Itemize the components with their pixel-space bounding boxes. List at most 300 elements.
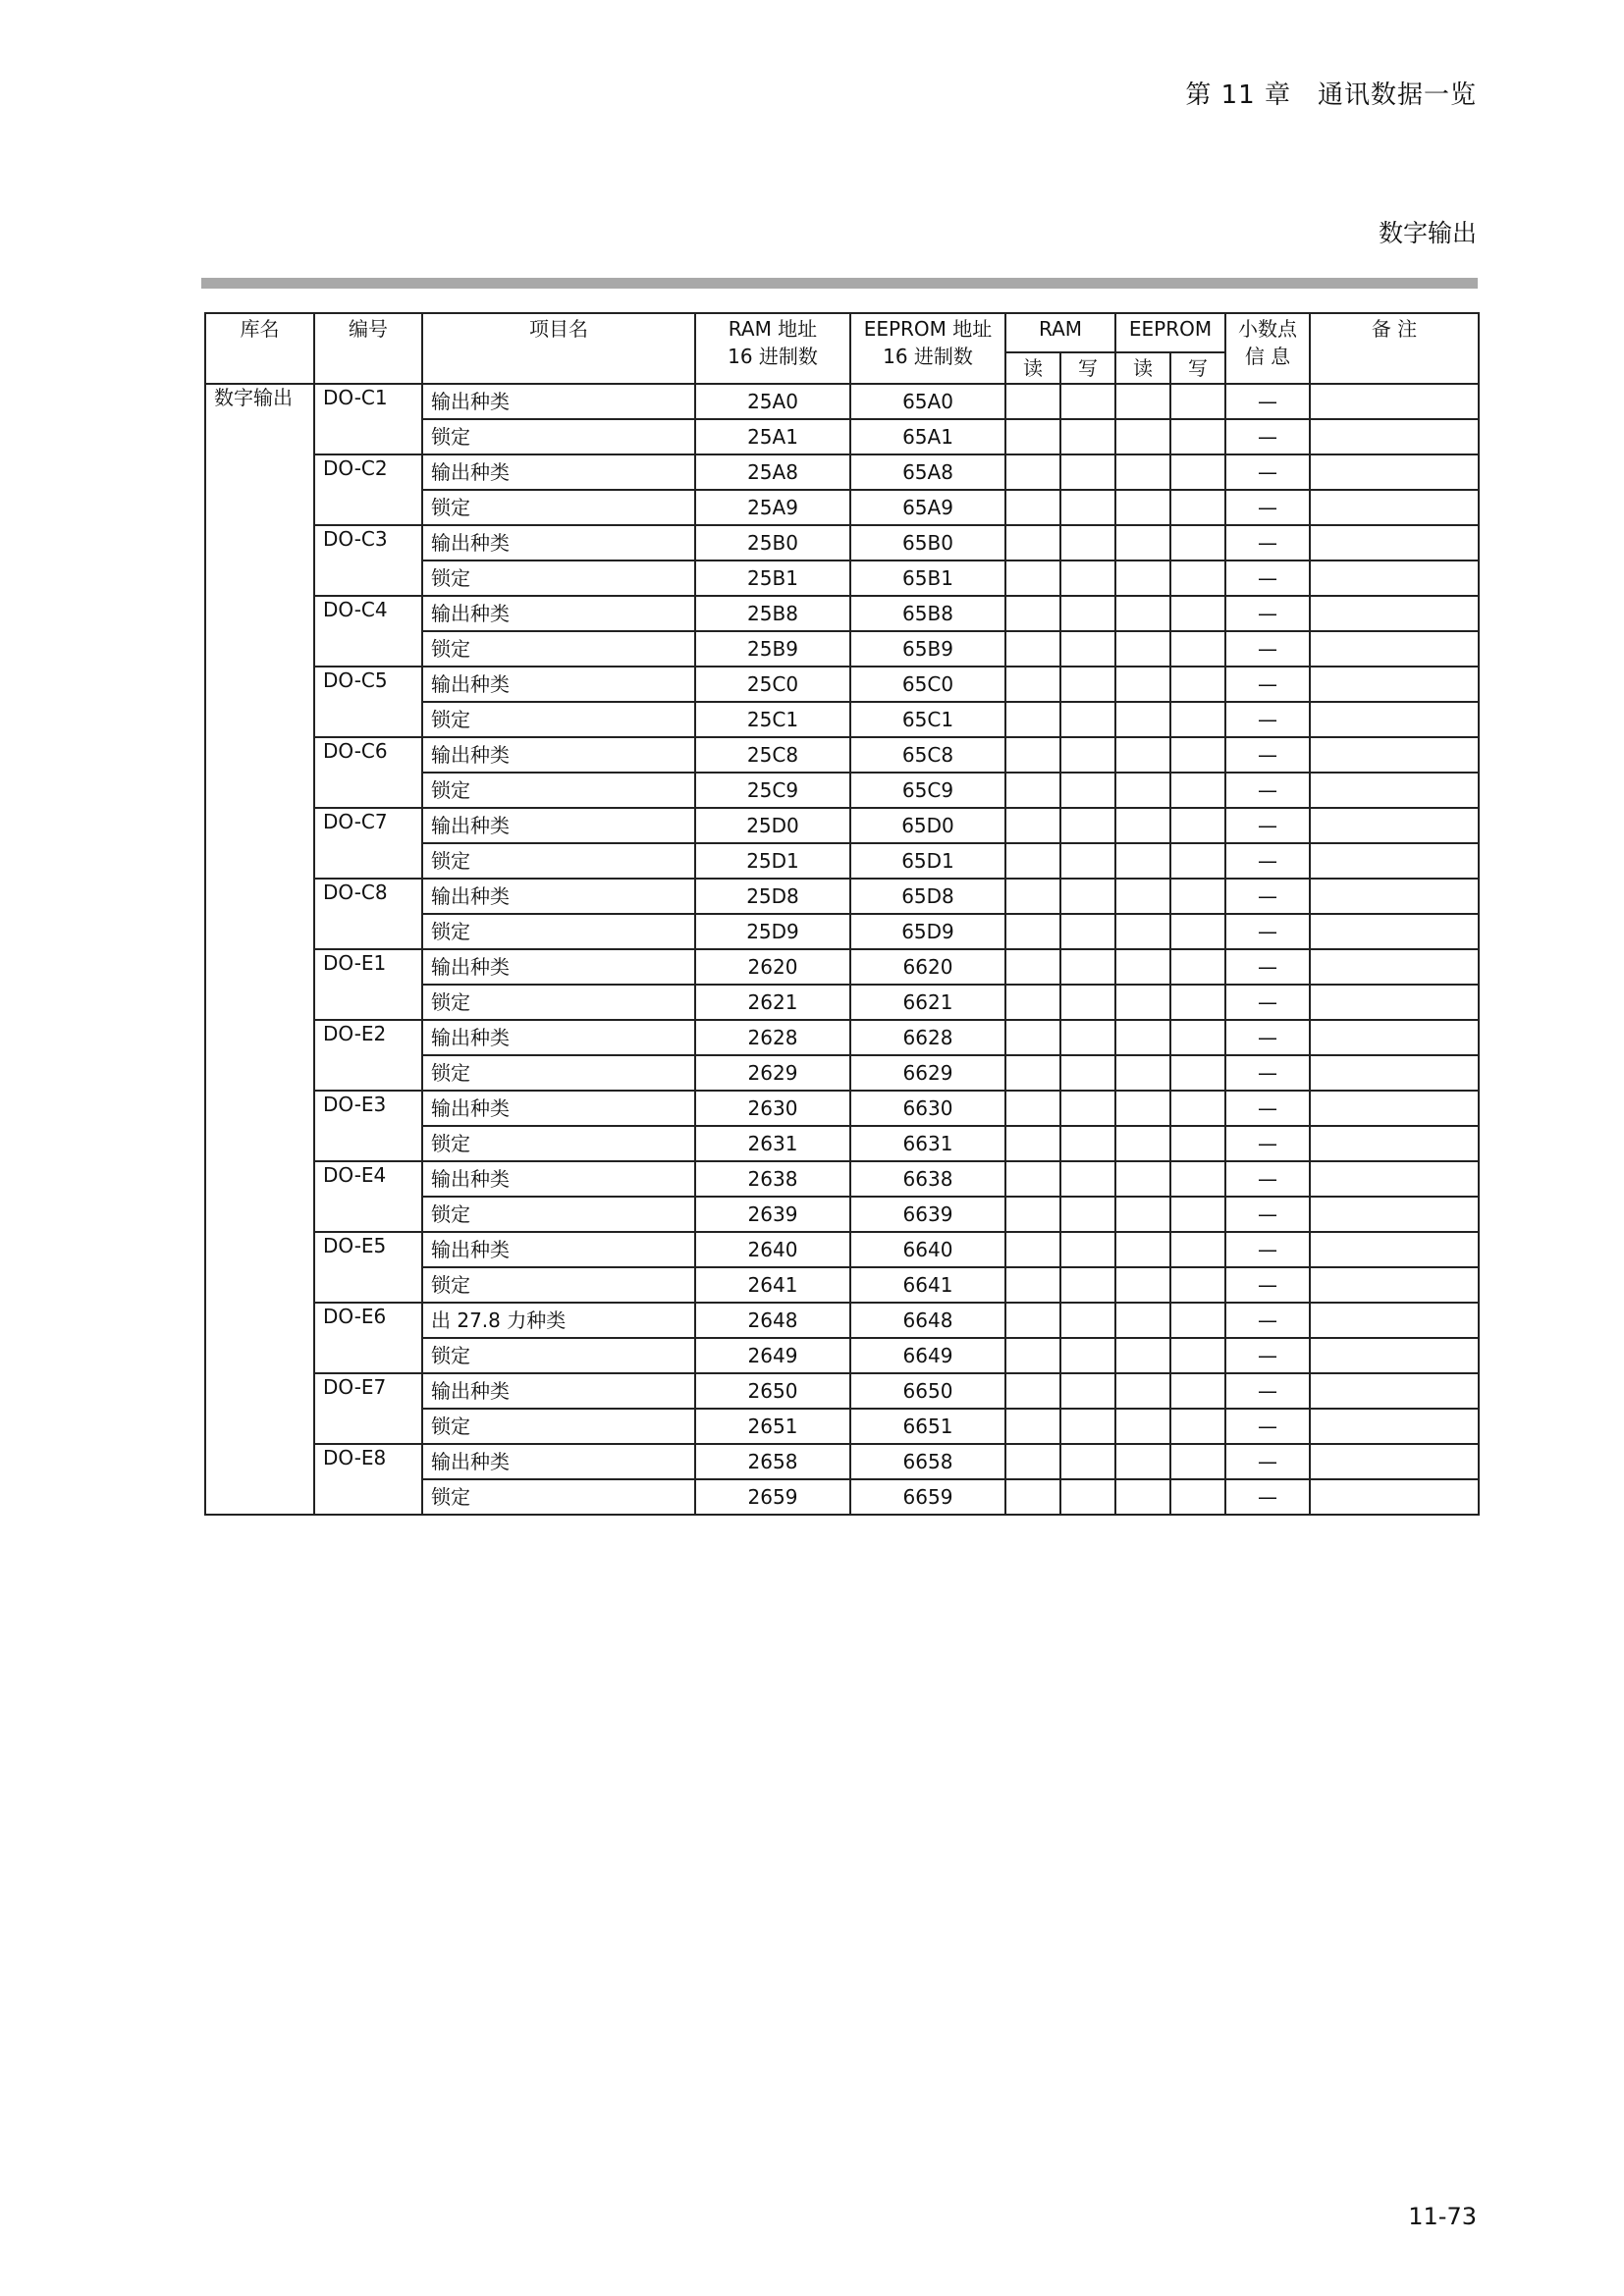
eeprom-address-cell: 65B8 xyxy=(850,596,1005,631)
eeprom-write-cell xyxy=(1170,1338,1225,1373)
remarks-cell xyxy=(1310,1161,1479,1197)
header-number: 编号 xyxy=(314,313,422,384)
eeprom-write-cell xyxy=(1170,1444,1225,1479)
ram-write-cell xyxy=(1060,773,1115,808)
decimal-info-cell: — xyxy=(1225,808,1310,843)
ram-write-cell xyxy=(1060,596,1115,631)
ram-address-cell: 2620 xyxy=(695,949,850,985)
header-decimal-info xyxy=(1225,313,1310,384)
eeprom-write-cell xyxy=(1170,1479,1225,1515)
ram-address-cell: 2641 xyxy=(695,1267,850,1303)
decimal-info-cell: — xyxy=(1225,631,1310,667)
header-ram-write: 写 xyxy=(1060,352,1115,384)
eeprom-address-cell: 65D9 xyxy=(850,914,1005,949)
eeprom-write-cell xyxy=(1170,914,1225,949)
ram-read-cell xyxy=(1005,1197,1060,1232)
remarks-cell xyxy=(1310,525,1479,561)
remarks-cell xyxy=(1310,631,1479,667)
eeprom-read-cell xyxy=(1115,631,1170,667)
ram-write-cell xyxy=(1060,631,1115,667)
remarks-cell xyxy=(1310,454,1479,490)
eeprom-address-cell: 6650 xyxy=(850,1373,1005,1409)
number-cell: DO-C2 xyxy=(314,454,422,525)
remarks-cell xyxy=(1310,419,1479,454)
decimal-info-cell: — xyxy=(1225,773,1310,808)
eeprom-write-cell xyxy=(1170,1126,1225,1161)
ram-write-cell xyxy=(1060,384,1115,419)
eeprom-address-cell: 6640 xyxy=(850,1232,1005,1267)
ram-write-cell xyxy=(1060,1444,1115,1479)
decimal-info-cell: — xyxy=(1225,1303,1310,1338)
header-eeprom-address xyxy=(850,313,1005,384)
decimal-info-cell: — xyxy=(1225,1373,1310,1409)
decimal-info-cell: — xyxy=(1225,384,1310,419)
remarks-cell xyxy=(1310,843,1479,879)
eeprom-read-cell xyxy=(1115,1126,1170,1161)
eeprom-write-cell xyxy=(1170,454,1225,490)
page-number: 11-73 xyxy=(1408,2203,1477,2230)
table-body xyxy=(205,384,1479,1515)
number-cell: DO-C6 xyxy=(314,737,422,808)
ram-address-cell: 2631 xyxy=(695,1126,850,1161)
item-name-cell: 输出种类 xyxy=(422,1444,695,1479)
eeprom-address-cell: 65C9 xyxy=(850,773,1005,808)
eeprom-write-cell xyxy=(1170,1091,1225,1126)
item-name-cell: 输出种类 xyxy=(422,879,695,914)
ram-write-cell xyxy=(1060,1020,1115,1055)
eeprom-address-cell: 65A9 xyxy=(850,490,1005,525)
eeprom-address-cell: 65C1 xyxy=(850,702,1005,737)
decimal-info-cell: — xyxy=(1225,1479,1310,1515)
number-cell: DO-E1 xyxy=(314,949,422,1020)
table-row xyxy=(205,879,1479,914)
eeprom-read-cell xyxy=(1115,1373,1170,1409)
eeprom-address-cell: 65D0 xyxy=(850,808,1005,843)
eeprom-address-cell: 6659 xyxy=(850,1479,1005,1515)
decimal-info-cell: — xyxy=(1225,1409,1310,1444)
remarks-cell xyxy=(1310,985,1479,1020)
decimal-info-cell: — xyxy=(1225,1232,1310,1267)
header-ram: RAM xyxy=(1005,313,1115,352)
remarks-cell xyxy=(1310,1267,1479,1303)
decimal-info-cell: — xyxy=(1225,1338,1310,1373)
ram-read-cell xyxy=(1005,1020,1060,1055)
eeprom-address-cell: 6631 xyxy=(850,1126,1005,1161)
ram-address-cell: 2638 xyxy=(695,1161,850,1197)
eeprom-read-cell xyxy=(1115,419,1170,454)
ram-read-cell xyxy=(1005,1479,1060,1515)
decimal-info-cell: — xyxy=(1225,914,1310,949)
eeprom-address-cell: 65B0 xyxy=(850,525,1005,561)
ram-read-cell xyxy=(1005,1373,1060,1409)
ram-read-cell xyxy=(1005,879,1060,914)
remarks-cell xyxy=(1310,1373,1479,1409)
table-row xyxy=(205,1232,1479,1267)
ram-read-cell xyxy=(1005,1055,1060,1091)
remarks-cell xyxy=(1310,808,1479,843)
item-name-cell: 输出种类 xyxy=(422,525,695,561)
item-name-cell: 锁定 xyxy=(422,843,695,879)
ram-read-cell xyxy=(1005,1161,1060,1197)
ram-write-cell xyxy=(1060,1373,1115,1409)
item-name-cell: 锁定 xyxy=(422,914,695,949)
decimal-info-cell: — xyxy=(1225,1444,1310,1479)
item-name-cell: 输出种类 xyxy=(422,1091,695,1126)
remarks-cell xyxy=(1310,773,1479,808)
ram-address-cell: 25C0 xyxy=(695,667,850,702)
eeprom-read-cell xyxy=(1115,843,1170,879)
remarks-cell xyxy=(1310,384,1479,419)
remarks-cell xyxy=(1310,596,1479,631)
eeprom-read-cell xyxy=(1115,1303,1170,1338)
ram-address-cell: 2621 xyxy=(695,985,850,1020)
decimal-info-cell: — xyxy=(1225,1197,1310,1232)
item-name-cell: 锁定 xyxy=(422,1197,695,1232)
table-row xyxy=(205,1373,1479,1409)
eeprom-read-cell xyxy=(1115,1091,1170,1126)
item-name-cell: 锁定 xyxy=(422,1338,695,1373)
ram-address-cell: 25C9 xyxy=(695,773,850,808)
decimal-info-cell: — xyxy=(1225,419,1310,454)
ram-read-cell xyxy=(1005,1126,1060,1161)
eeprom-write-cell xyxy=(1170,1373,1225,1409)
ram-address-cell: 2651 xyxy=(695,1409,850,1444)
ram-write-cell xyxy=(1060,490,1115,525)
remarks-cell xyxy=(1310,1409,1479,1444)
ram-address-cell: 25D9 xyxy=(695,914,850,949)
ram-address-cell: 25C8 xyxy=(695,737,850,773)
eeprom-address-cell: 65A0 xyxy=(850,384,1005,419)
header-item-name: 项目名 xyxy=(422,313,695,384)
eeprom-address-cell: 6629 xyxy=(850,1055,1005,1091)
eeprom-write-cell xyxy=(1170,1161,1225,1197)
remarks-cell xyxy=(1310,914,1479,949)
table-row xyxy=(205,808,1479,843)
item-name-cell: 锁定 xyxy=(422,985,695,1020)
eeprom-read-cell xyxy=(1115,1055,1170,1091)
decimal-info-cell: — xyxy=(1225,1055,1310,1091)
remarks-cell xyxy=(1310,1091,1479,1126)
eeprom-address-cell: 6639 xyxy=(850,1197,1005,1232)
eeprom-address-cell: 65B1 xyxy=(850,561,1005,596)
section-divider xyxy=(201,278,1478,289)
item-name-cell: 锁定 xyxy=(422,1479,695,1515)
decimal-info-cell: — xyxy=(1225,949,1310,985)
eeprom-read-cell xyxy=(1115,737,1170,773)
remarks-cell xyxy=(1310,667,1479,702)
decimal-info-cell: — xyxy=(1225,490,1310,525)
eeprom-read-cell xyxy=(1115,1338,1170,1373)
ram-read-cell xyxy=(1005,561,1060,596)
ram-write-cell xyxy=(1060,949,1115,985)
ram-address-cell: 25B1 xyxy=(695,561,850,596)
number-cell: DO-C8 xyxy=(314,879,422,949)
header-ram-read: 读 xyxy=(1005,352,1060,384)
ram-address-cell: 25C1 xyxy=(695,702,850,737)
ram-write-cell xyxy=(1060,419,1115,454)
eeprom-read-cell xyxy=(1115,561,1170,596)
eeprom-address-cell: 6648 xyxy=(850,1303,1005,1338)
ram-write-cell xyxy=(1060,1479,1115,1515)
number-cell: DO-E5 xyxy=(314,1232,422,1303)
ram-write-cell xyxy=(1060,454,1115,490)
remarks-cell xyxy=(1310,1303,1479,1338)
eeprom-write-cell xyxy=(1170,631,1225,667)
eeprom-write-cell xyxy=(1170,702,1225,737)
ram-read-cell xyxy=(1005,384,1060,419)
table-row xyxy=(205,949,1479,985)
table-row xyxy=(205,737,1479,773)
eeprom-address-cell: 65D8 xyxy=(850,879,1005,914)
eeprom-read-cell xyxy=(1115,1161,1170,1197)
table-row xyxy=(205,1161,1479,1197)
item-name-cell: 锁定 xyxy=(422,1267,695,1303)
header-remarks: 备 注 xyxy=(1310,313,1479,384)
decimal-info-cell: — xyxy=(1225,1267,1310,1303)
header-ram-address-line2: 16 进制数 xyxy=(728,345,818,368)
ram-write-cell xyxy=(1060,1338,1115,1373)
ram-read-cell xyxy=(1005,773,1060,808)
eeprom-write-cell xyxy=(1170,737,1225,773)
eeprom-address-cell: 6651 xyxy=(850,1409,1005,1444)
ram-read-cell xyxy=(1005,490,1060,525)
eeprom-read-cell xyxy=(1115,1232,1170,1267)
eeprom-write-cell xyxy=(1170,949,1225,985)
remarks-cell xyxy=(1310,1479,1479,1515)
number-cell: DO-C4 xyxy=(314,596,422,667)
decimal-info-cell: — xyxy=(1225,985,1310,1020)
ram-read-cell xyxy=(1005,596,1060,631)
header-ram-address-line1: RAM 地址 xyxy=(728,317,818,341)
number-cell: DO-E3 xyxy=(314,1091,422,1161)
ram-write-cell xyxy=(1060,1409,1115,1444)
ram-read-cell xyxy=(1005,419,1060,454)
eeprom-read-cell xyxy=(1115,702,1170,737)
ram-read-cell xyxy=(1005,454,1060,490)
ram-write-cell xyxy=(1060,702,1115,737)
eeprom-read-cell xyxy=(1115,454,1170,490)
item-name-cell: 锁定 xyxy=(422,1126,695,1161)
eeprom-address-cell: 6641 xyxy=(850,1267,1005,1303)
ram-address-cell: 25B9 xyxy=(695,631,850,667)
item-name-cell: 锁定 xyxy=(422,773,695,808)
remarks-cell xyxy=(1310,490,1479,525)
eeprom-read-cell xyxy=(1115,985,1170,1020)
decimal-info-cell: — xyxy=(1225,1126,1310,1161)
decimal-info-cell: — xyxy=(1225,1161,1310,1197)
item-name-cell: 输出种类 xyxy=(422,737,695,773)
header-ram-address xyxy=(695,313,850,384)
eeprom-read-cell xyxy=(1115,596,1170,631)
eeprom-read-cell xyxy=(1115,1479,1170,1515)
ram-read-cell xyxy=(1005,914,1060,949)
table-row xyxy=(205,1303,1479,1338)
decimal-info-cell: — xyxy=(1225,879,1310,914)
number-cell: DO-C1 xyxy=(314,384,422,454)
eeprom-read-cell xyxy=(1115,773,1170,808)
decimal-info-cell: — xyxy=(1225,737,1310,773)
section-title: 数字输出 xyxy=(1378,219,1477,247)
number-cell: DO-E4 xyxy=(314,1161,422,1232)
ram-write-cell xyxy=(1060,1126,1115,1161)
item-name-cell: 输出种类 xyxy=(422,949,695,985)
eeprom-write-cell xyxy=(1170,879,1225,914)
table-row xyxy=(205,384,1479,419)
number-cell: DO-E7 xyxy=(314,1373,422,1444)
eeprom-address-cell: 65A1 xyxy=(850,419,1005,454)
decimal-info-cell: — xyxy=(1225,667,1310,702)
eeprom-address-cell: 6658 xyxy=(850,1444,1005,1479)
eeprom-address-cell: 6628 xyxy=(850,1020,1005,1055)
eeprom-read-cell xyxy=(1115,879,1170,914)
ram-address-cell: 2659 xyxy=(695,1479,850,1515)
remarks-cell xyxy=(1310,1338,1479,1373)
item-name-cell: 锁定 xyxy=(422,490,695,525)
ram-write-cell xyxy=(1060,667,1115,702)
item-name-cell: 输出种类 xyxy=(422,808,695,843)
item-name-cell: 输出种类 xyxy=(422,1161,695,1197)
header-eeprom-write: 写 xyxy=(1170,352,1225,384)
eeprom-write-cell xyxy=(1170,1303,1225,1338)
eeprom-write-cell xyxy=(1170,1232,1225,1267)
eeprom-read-cell xyxy=(1115,949,1170,985)
eeprom-read-cell xyxy=(1115,384,1170,419)
eeprom-write-cell xyxy=(1170,384,1225,419)
eeprom-read-cell xyxy=(1115,1020,1170,1055)
header-decimal-line1: 小数点 xyxy=(1238,317,1298,341)
remarks-cell xyxy=(1310,1232,1479,1267)
eeprom-address-cell: 65C8 xyxy=(850,737,1005,773)
item-name-cell: 锁定 xyxy=(422,631,695,667)
ram-read-cell xyxy=(1005,808,1060,843)
ram-address-cell: 25B0 xyxy=(695,525,850,561)
ram-read-cell xyxy=(1005,1267,1060,1303)
ram-read-cell xyxy=(1005,525,1060,561)
decimal-info-cell: — xyxy=(1225,454,1310,490)
item-name-cell: 锁定 xyxy=(422,702,695,737)
eeprom-write-cell xyxy=(1170,667,1225,702)
ram-write-cell xyxy=(1060,914,1115,949)
number-cell: DO-E2 xyxy=(314,1020,422,1091)
ram-write-cell xyxy=(1060,985,1115,1020)
eeprom-write-cell xyxy=(1170,525,1225,561)
ram-write-cell xyxy=(1060,561,1115,596)
eeprom-address-cell: 6649 xyxy=(850,1338,1005,1373)
item-name-cell: 输出种类 xyxy=(422,667,695,702)
ram-address-cell: 25A9 xyxy=(695,490,850,525)
ram-address-cell: 2649 xyxy=(695,1338,850,1373)
table-row xyxy=(205,454,1479,490)
number-cell: DO-C3 xyxy=(314,525,422,596)
decimal-info-cell: — xyxy=(1225,702,1310,737)
eeprom-read-cell xyxy=(1115,914,1170,949)
ram-write-cell xyxy=(1060,1055,1115,1091)
ram-read-cell xyxy=(1005,702,1060,737)
header-eeprom-address-line1: EEPROM 地址 xyxy=(863,317,993,341)
ram-read-cell xyxy=(1005,1303,1060,1338)
eeprom-write-cell xyxy=(1170,419,1225,454)
ram-write-cell xyxy=(1060,1161,1115,1197)
library-name-cell: 数字输出 xyxy=(205,384,314,1515)
header-eeprom: EEPROM xyxy=(1115,313,1225,352)
remarks-cell xyxy=(1310,702,1479,737)
table-row xyxy=(205,1444,1479,1479)
eeprom-write-cell xyxy=(1170,1267,1225,1303)
ram-address-cell: 2629 xyxy=(695,1055,850,1091)
ram-write-cell xyxy=(1060,843,1115,879)
eeprom-write-cell xyxy=(1170,490,1225,525)
decimal-info-cell: — xyxy=(1225,843,1310,879)
ram-address-cell: 25D1 xyxy=(695,843,850,879)
header-library: 库名 xyxy=(205,313,314,384)
eeprom-write-cell xyxy=(1170,1197,1225,1232)
ram-address-cell: 25D8 xyxy=(695,879,850,914)
ram-write-cell xyxy=(1060,525,1115,561)
communication-data-table xyxy=(204,312,1480,1516)
eeprom-address-cell: 6620 xyxy=(850,949,1005,985)
eeprom-write-cell xyxy=(1170,1020,1225,1055)
remarks-cell xyxy=(1310,1055,1479,1091)
remarks-cell xyxy=(1310,949,1479,985)
ram-write-cell xyxy=(1060,737,1115,773)
ram-address-cell: 2648 xyxy=(695,1303,850,1338)
remarks-cell xyxy=(1310,1020,1479,1055)
eeprom-read-cell xyxy=(1115,1444,1170,1479)
remarks-cell xyxy=(1310,1126,1479,1161)
item-name-cell: 输出种类 xyxy=(422,1373,695,1409)
eeprom-read-cell xyxy=(1115,808,1170,843)
remarks-cell xyxy=(1310,879,1479,914)
eeprom-write-cell xyxy=(1170,985,1225,1020)
item-name-cell: 锁定 xyxy=(422,1409,695,1444)
decimal-info-cell: — xyxy=(1225,561,1310,596)
ram-address-cell: 2640 xyxy=(695,1232,850,1267)
ram-address-cell: 2658 xyxy=(695,1444,850,1479)
item-name-cell: 锁定 xyxy=(422,419,695,454)
table-row xyxy=(205,525,1479,561)
decimal-info-cell: — xyxy=(1225,525,1310,561)
ram-read-cell xyxy=(1005,1444,1060,1479)
eeprom-write-cell xyxy=(1170,773,1225,808)
ram-address-cell: 2630 xyxy=(695,1091,850,1126)
ram-address-cell: 2628 xyxy=(695,1020,850,1055)
item-name-cell: 出 27.8 力种类 xyxy=(422,1303,695,1338)
item-name-cell: 锁定 xyxy=(422,561,695,596)
table-row xyxy=(205,596,1479,631)
chapter-title: 第 11 章 通讯数据一览 xyxy=(1185,80,1477,110)
ram-write-cell xyxy=(1060,879,1115,914)
remarks-cell xyxy=(1310,737,1479,773)
ram-write-cell xyxy=(1060,1232,1115,1267)
eeprom-write-cell xyxy=(1170,596,1225,631)
ram-address-cell: 25D0 xyxy=(695,808,850,843)
eeprom-read-cell xyxy=(1115,1267,1170,1303)
eeprom-write-cell xyxy=(1170,1409,1225,1444)
item-name-cell: 输出种类 xyxy=(422,1020,695,1055)
ram-read-cell xyxy=(1005,1232,1060,1267)
eeprom-address-cell: 65D1 xyxy=(850,843,1005,879)
ram-read-cell xyxy=(1005,949,1060,985)
number-cell: DO-E6 xyxy=(314,1303,422,1373)
eeprom-write-cell xyxy=(1170,1055,1225,1091)
ram-read-cell xyxy=(1005,737,1060,773)
eeprom-write-cell xyxy=(1170,843,1225,879)
ram-write-cell xyxy=(1060,1197,1115,1232)
item-name-cell: 输出种类 xyxy=(422,596,695,631)
ram-write-cell xyxy=(1060,1091,1115,1126)
ram-address-cell: 25A0 xyxy=(695,384,850,419)
ram-write-cell xyxy=(1060,1303,1115,1338)
